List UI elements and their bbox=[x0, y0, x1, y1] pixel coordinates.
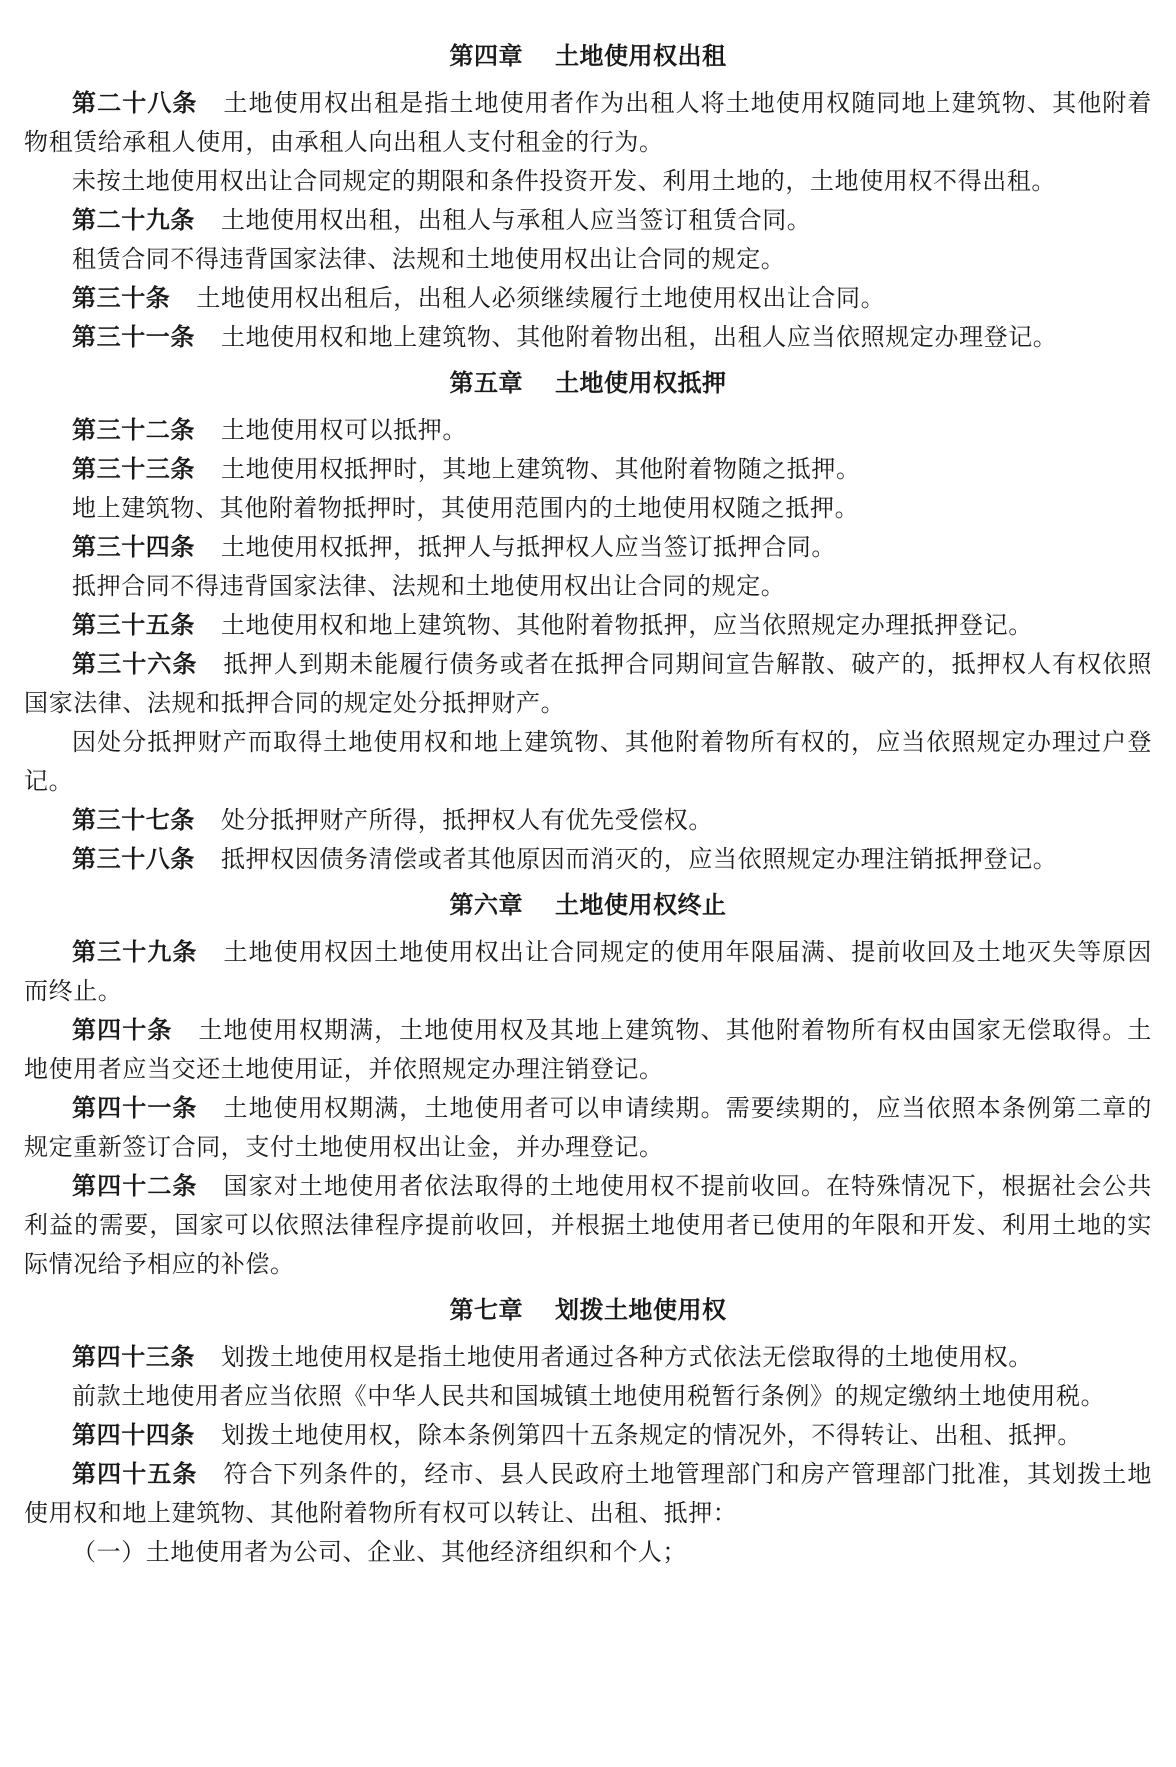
article-text: 土地使用权出租是指土地使用者作为出租人将土地使用权随同地上建筑物、其他附着物租赁给承租人使用，由承租人向出租人支付租金的行为。 bbox=[24, 89, 1153, 156]
article-text: 国家对土地使用者依法取得的土地使用权不提前收回。在特殊情况下，根据社会公共利益的需要，国家可以依照法律程序提前收回，并根据土地使用者已使用的年限和开发、利用土地的实际情况给予相应的补偿。 bbox=[24, 1172, 1153, 1278]
article-number: 第三十三条 bbox=[72, 455, 195, 483]
article-text: 前款土地使用者应当依照《中华人民共和国城镇土地使用税暂行条例》的规定缴纳土地使用税。 bbox=[72, 1382, 1106, 1410]
article-text: 土地使用权可以抵押。 bbox=[221, 416, 467, 444]
article-text: 土地使用权因土地使用权出让合同规定的使用年限届满、提前收回及土地灭失等原因而终止。 bbox=[24, 938, 1153, 1005]
article-text: 处分抵押财产所得，抵押权人有优先受偿权。 bbox=[221, 806, 713, 834]
article-paragraph bbox=[24, 1011, 1152, 1089]
article-paragraph bbox=[24, 645, 1152, 723]
chapter-title bbox=[24, 885, 1152, 925]
chapter-name: 划拨土地使用权 bbox=[555, 1296, 727, 1324]
article-number: 第四十条 bbox=[72, 1016, 173, 1044]
article-paragraph bbox=[24, 1338, 1152, 1377]
article-text: 土地使用权和地上建筑物、其他附着物出租，出租人应当依照规定办理登记。 bbox=[221, 323, 1058, 351]
article-number: 第四十一条 bbox=[72, 1094, 198, 1122]
chapter-name: 土地使用权终止 bbox=[555, 891, 727, 919]
document-page bbox=[24, 36, 1152, 1572]
article-paragraph bbox=[24, 162, 1152, 201]
chapter-7 bbox=[24, 1290, 1152, 1572]
article-paragraph bbox=[24, 279, 1152, 318]
article-paragraph bbox=[24, 411, 1152, 450]
article-text: 土地使用权期满，土地使用者可以申请续期。需要续期的，应当依照本条例第二章的规定重新签订合同，支付土地使用权出让金，并办理登记。 bbox=[24, 1094, 1153, 1161]
article-number: 第三十五条 bbox=[72, 611, 195, 639]
article-text: 划拨土地使用权，除本条例第四十五条规定的情况外，不得转让、出租、抵押。 bbox=[221, 1421, 1082, 1449]
chapter-number: 第六章 bbox=[449, 891, 523, 919]
article-number: 第三十条 bbox=[72, 284, 171, 312]
article-number: 第四十五条 bbox=[72, 1460, 198, 1488]
chapter-number: 第五章 bbox=[449, 369, 523, 397]
chapter-title bbox=[24, 363, 1152, 403]
chapter-6 bbox=[24, 885, 1152, 1284]
article-paragraph bbox=[24, 1533, 1152, 1572]
chapter-4 bbox=[24, 36, 1152, 357]
chapter-5 bbox=[24, 363, 1152, 879]
article-text: （一）土地使用者为公司、企业、其他经济组织和个人； bbox=[72, 1538, 687, 1566]
article-paragraph bbox=[24, 1377, 1152, 1416]
article-paragraph bbox=[24, 801, 1152, 840]
article-number: 第三十八条 bbox=[72, 845, 195, 873]
article-paragraph bbox=[24, 1089, 1152, 1167]
article-text: 土地使用权出租后，出租人必须继续履行土地使用权出让合同。 bbox=[196, 284, 886, 312]
article-text: 划拨土地使用权是指土地使用者通过各种方式依法无偿取得的土地使用权。 bbox=[221, 1343, 1033, 1371]
article-text: 抵押人到期未能履行债务或者在抵押合同期间宣告解散、破产的，抵押权人有权依照国家法律、法规和抵押合同的规定处分抵押财产。 bbox=[24, 650, 1153, 717]
article-paragraph bbox=[24, 606, 1152, 645]
article-number: 第四十四条 bbox=[72, 1421, 195, 1449]
article-number: 第四十二条 bbox=[72, 1172, 198, 1200]
article-text: 土地使用权抵押时，其地上建筑物、其他附着物随之抵押。 bbox=[221, 455, 861, 483]
article-paragraph bbox=[24, 240, 1152, 279]
article-paragraph bbox=[24, 489, 1152, 528]
article-number: 第三十六条 bbox=[72, 650, 198, 678]
chapter-number: 第七章 bbox=[449, 1296, 523, 1324]
chapter-title bbox=[24, 36, 1152, 76]
article-text: 土地使用权抵押，抵押人与抵押权人应当签订抵押合同。 bbox=[221, 533, 836, 561]
article-text: 土地使用权和地上建筑物、其他附着物抵押，应当依照规定办理抵押登记。 bbox=[221, 611, 1033, 639]
article-paragraph bbox=[24, 840, 1152, 879]
article-paragraph bbox=[24, 450, 1152, 489]
article-number: 第三十七条 bbox=[72, 806, 195, 834]
article-number: 第三十二条 bbox=[72, 416, 195, 444]
article-paragraph bbox=[24, 1167, 1152, 1284]
article-paragraph bbox=[24, 567, 1152, 606]
chapter-title bbox=[24, 1290, 1152, 1330]
article-paragraph bbox=[24, 84, 1152, 162]
article-paragraph bbox=[24, 1455, 1152, 1533]
article-text: 抵押权因债务清偿或者其他原因而消灭的，应当依照规定办理注销抵押登记。 bbox=[221, 845, 1058, 873]
article-text: 因处分抵押财产而取得土地使用权和地上建筑物、其他附着物所有权的，应当依照规定办理过户登记。 bbox=[24, 728, 1152, 795]
article-number: 第三十四条 bbox=[72, 533, 195, 561]
article-text: 未按土地使用权出让合同规定的期限和条件投资开发、利用土地的，土地使用权不得出租。 bbox=[72, 167, 1056, 195]
article-number: 第三十九条 bbox=[72, 938, 198, 966]
article-text: 租赁合同不得违背国家法律、法规和土地使用权出让合同的规定。 bbox=[72, 245, 786, 273]
chapter-name: 土地使用权出租 bbox=[555, 42, 727, 70]
article-text: 地上建筑物、其他附着物抵押时，其使用范围内的土地使用权随之抵押。 bbox=[72, 494, 860, 522]
article-number: 第四十三条 bbox=[72, 1343, 195, 1371]
article-paragraph bbox=[24, 1416, 1152, 1455]
chapter-name: 土地使用权抵押 bbox=[555, 369, 727, 397]
article-text: 抵押合同不得违背国家法律、法规和土地使用权出让合同的规定。 bbox=[72, 572, 786, 600]
article-paragraph bbox=[24, 933, 1152, 1011]
article-text: 土地使用权期满，土地使用权及其地上建筑物、其他附着物所有权由国家无偿取得。土地使用者应当交还土地使用证，并依照规定办理注销登记。 bbox=[24, 1016, 1153, 1083]
article-text: 土地使用权出租，出租人与承租人应当签订租赁合同。 bbox=[221, 206, 812, 234]
article-paragraph bbox=[24, 723, 1152, 801]
article-number: 第二十八条 bbox=[72, 89, 198, 117]
article-number: 第三十一条 bbox=[72, 323, 195, 351]
article-paragraph bbox=[24, 201, 1152, 240]
article-paragraph bbox=[24, 528, 1152, 567]
article-text: 符合下列条件的，经市、县人民政府土地管理部门和房产管理部门批准，其划拨土地使用权和地上建筑物、其他附着物所有权可以转让、出租、抵押： bbox=[24, 1460, 1153, 1527]
article-number: 第二十九条 bbox=[72, 206, 195, 234]
article-paragraph bbox=[24, 318, 1152, 357]
chapter-number: 第四章 bbox=[449, 42, 523, 70]
